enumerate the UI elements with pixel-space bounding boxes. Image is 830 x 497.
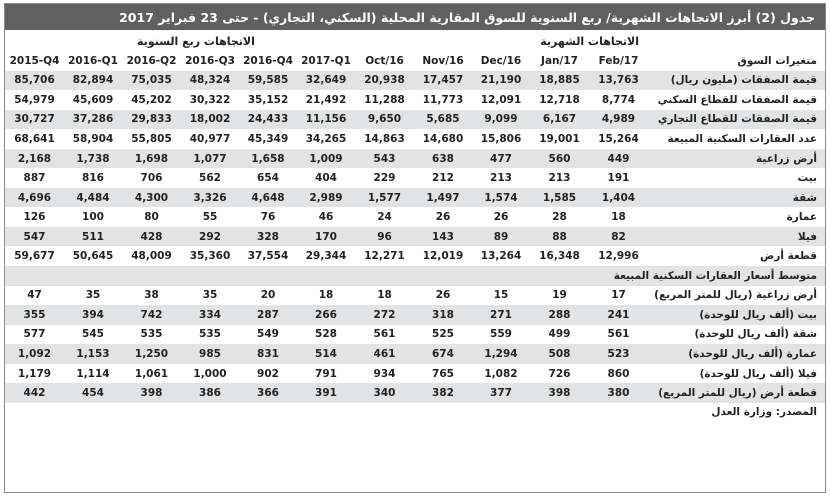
table-cell: 126	[23, 211, 46, 224]
table-cell: 47	[27, 289, 42, 302]
table-cell: 18,002	[181, 110, 239, 130]
table-cell: 394	[64, 305, 122, 325]
table-cell: 50,645	[72, 250, 114, 263]
table-cell: Nov/16	[422, 54, 464, 67]
table-cell: 902	[257, 367, 279, 380]
row-label: عمارة (ألف ريال للوحدة)	[648, 344, 825, 364]
table-cell: 26	[493, 211, 509, 224]
table-cell: 34,265	[305, 132, 347, 145]
table-cell: 545	[82, 328, 104, 341]
table-cell: 45,349	[247, 132, 289, 145]
table-cell: 54,979	[14, 93, 55, 106]
table-cell: 398	[122, 383, 181, 403]
table-cell: 514	[297, 344, 355, 364]
table-cell: 428	[122, 227, 181, 247]
table-cell: 26	[435, 289, 451, 302]
table-cell: 266	[297, 305, 355, 325]
table-cell: 17	[611, 289, 626, 302]
source-note: المصدر: وزارة العدل	[711, 405, 817, 418]
table-cell: 985	[181, 344, 239, 364]
table-cell: 562	[199, 172, 221, 185]
table-cell: 21,492	[305, 93, 347, 106]
row-label: قطعة أرض	[760, 250, 817, 263]
table-cell: 15,264	[598, 132, 639, 145]
table-cell: 292	[181, 227, 239, 247]
table-cell: 1,294	[472, 344, 530, 364]
table-cell: 791	[315, 367, 337, 380]
table-cell: 4,696	[5, 188, 64, 208]
row-label: قيمة الصفقات للقطاع السكني	[657, 93, 817, 106]
table-cell: 560	[530, 149, 589, 169]
table-cell: 1,250	[122, 344, 181, 364]
table-cell: 328	[239, 227, 297, 247]
table-cell: 271	[472, 305, 530, 325]
table-cell: 1,092	[5, 344, 64, 364]
table-cell: 1,000	[193, 367, 227, 380]
table-row	[5, 110, 825, 130]
table-cell: 3,326	[181, 188, 239, 208]
table-cell: 442	[5, 383, 64, 403]
row-label: فيلا (ألف ريال للوحدة)	[699, 367, 817, 380]
table-cell: 45,609	[72, 93, 114, 106]
table-cell: Feb/17	[598, 54, 639, 67]
table-cell: 37,554	[247, 250, 289, 263]
table-cell: 82,894	[64, 71, 122, 91]
table-cell: 5,685	[414, 110, 472, 130]
table-cell: 561	[373, 328, 396, 341]
table-cell: 30,727	[5, 110, 64, 130]
table-cell: 742	[122, 305, 181, 325]
table-cell: 8,774	[601, 93, 636, 106]
table-cell: 391	[297, 383, 355, 403]
table-cell: 398	[530, 383, 589, 403]
section-title: متوسط أسعار العقارات السكنية المبيعة	[5, 266, 825, 286]
table-cell: 577	[23, 328, 46, 341]
row-label: متغيرات السوق	[737, 54, 817, 67]
table-cell: 20,938	[355, 71, 414, 91]
table-cell: 654	[257, 172, 279, 185]
table-cell: 18	[611, 211, 626, 224]
table-cell: 9,099	[472, 110, 530, 130]
table-cell: 287	[239, 305, 297, 325]
row-label: شقة (ألف ريال للوحدة)	[694, 328, 817, 341]
table-cell: 143	[414, 227, 472, 247]
table-cell: 674	[414, 344, 472, 364]
table-cell: 46	[318, 211, 334, 224]
table-cell: 13,763	[589, 71, 648, 91]
table-cell: 477	[472, 149, 530, 169]
table-cell: 543	[355, 149, 414, 169]
table-cell: 68,641	[14, 132, 55, 145]
table-cell: 213	[548, 172, 571, 185]
table-cell: 229	[373, 172, 396, 185]
table-cell: 11,156	[297, 110, 355, 130]
table-cell: 82	[589, 227, 648, 247]
table-cell: 35,360	[189, 250, 231, 263]
table-cell: 1,577	[355, 188, 414, 208]
table-cell: 535	[199, 328, 221, 341]
row-label: أرض زراعية (ريال للمتر المربع)	[654, 289, 817, 302]
market-table	[5, 51, 825, 403]
table-row	[5, 246, 825, 266]
table-cell: Oct/16	[365, 54, 404, 67]
table-cell: 30,322	[189, 93, 231, 106]
table-cell: 45,202	[131, 93, 172, 106]
table-cell: 170	[297, 227, 355, 247]
table-cell: 934	[373, 367, 396, 380]
table-cell: 461	[355, 344, 414, 364]
table-row	[5, 188, 825, 208]
table-cell: 59,585	[239, 71, 297, 91]
table-cell: 191	[607, 172, 630, 185]
price-row	[5, 364, 825, 384]
table-cell: 454	[64, 383, 122, 403]
table-row	[5, 129, 825, 149]
group-headers	[5, 35, 825, 51]
table-cell: 334	[181, 305, 239, 325]
table-cell: 4,648	[239, 188, 297, 208]
price-row	[5, 325, 825, 345]
table-cell: 366	[239, 383, 297, 403]
price-row	[5, 383, 825, 403]
table-cell: 449	[589, 149, 648, 169]
table-cell: 19	[552, 289, 567, 302]
price-row	[5, 286, 825, 306]
table-cell: 59,677	[14, 250, 55, 263]
table-cell: 24	[377, 211, 392, 224]
table-cell: 100	[82, 211, 104, 224]
table-cell: 288	[530, 305, 589, 325]
table-cell: 1,077	[181, 149, 239, 169]
table-cell: 85,706	[5, 71, 64, 91]
table-cell: 2,168	[5, 149, 64, 169]
table-cell: 24,433	[239, 110, 297, 130]
table-cell: 6,167	[530, 110, 589, 130]
table-cell: 2016-Q4	[243, 54, 293, 67]
table-cell: 816	[82, 172, 104, 185]
table-row	[5, 90, 825, 110]
table-cell: 318	[414, 305, 472, 325]
table-cell: 11,288	[364, 93, 405, 106]
table-cell: 1,658	[239, 149, 297, 169]
table-cell: 523	[589, 344, 648, 364]
table-cell: 241	[589, 305, 648, 325]
table-cell: 549	[257, 328, 279, 341]
table-cell: 1,082	[484, 367, 518, 380]
table-cell: 96	[355, 227, 414, 247]
table-cell: 48,009	[131, 250, 172, 263]
table-row	[5, 168, 825, 188]
table-cell: Dec/16	[480, 54, 522, 67]
table-cell: 19,001	[539, 132, 580, 145]
table-cell: 2016-Q2	[126, 54, 177, 67]
section-header-row	[5, 266, 825, 286]
table-cell: 14,680	[422, 132, 464, 145]
table-cell: 386	[181, 383, 239, 403]
price-row	[5, 344, 825, 364]
table-cell: 561	[607, 328, 630, 341]
table-cell: 38	[144, 289, 159, 302]
table-cell: 4,989	[589, 110, 648, 130]
table-cell: 37,286	[64, 110, 122, 130]
table-cell: 2016-Q1	[68, 54, 118, 67]
table-cell: 26	[435, 211, 451, 224]
table-cell: 508	[530, 344, 589, 364]
table-cell: 1,153	[64, 344, 122, 364]
row-label: عمارة	[786, 211, 817, 224]
table-cell: Jan/17	[541, 54, 578, 67]
table-cell: 4,484	[64, 188, 122, 208]
table-cell: 1,585	[530, 188, 589, 208]
table-cell: 40,977	[189, 132, 231, 145]
row-label: قيمة الصفقات (مليون ريال)	[648, 71, 825, 91]
table-cell: 559	[490, 328, 512, 341]
table-cell: 2016-Q3	[185, 54, 235, 67]
table-cell: 528	[315, 328, 337, 341]
row-label: عدد العقارات السكنية المبيعة	[667, 132, 817, 145]
table-cell: 340	[355, 383, 414, 403]
table-cell: 511	[64, 227, 122, 247]
row-label: قطعة أرض (ريال للمتر المربع)	[648, 383, 825, 403]
table-cell: 18	[318, 289, 334, 302]
table-cell: 32,649	[297, 71, 355, 91]
table-cell: 377	[472, 383, 530, 403]
table-cell: 1,497	[414, 188, 472, 208]
row-label: قيمة الصفقات للقطاع التجاري	[648, 110, 825, 130]
table-cell: 1,061	[134, 367, 169, 380]
table-cell: 35	[202, 289, 218, 302]
data-table-frame	[4, 3, 826, 493]
group-quarterly-label: الاتجاهات ربع السنوية	[137, 35, 255, 48]
table-cell: 48,324	[181, 71, 239, 91]
table-cell: 355	[5, 305, 64, 325]
table-cell: 1,698	[122, 149, 181, 169]
table-cell: 547	[5, 227, 64, 247]
table-cell: 76	[260, 211, 276, 224]
table-cell: 9,650	[355, 110, 414, 130]
table-cell: 12,091	[480, 93, 522, 106]
table-cell: 55,805	[131, 132, 172, 145]
price-row	[5, 305, 825, 325]
table-header-row	[5, 51, 825, 71]
table-cell: 15	[493, 289, 509, 302]
row-label: بيت	[797, 172, 817, 185]
row-label: بيت (ألف ريال للوحدة)	[648, 305, 825, 325]
table-cell: 13,264	[480, 250, 522, 263]
row-label: شقة	[648, 188, 825, 208]
table-cell: 1,179	[17, 367, 52, 380]
table-cell: 831	[239, 344, 297, 364]
table-cell: 89	[472, 227, 530, 247]
table-cell: 18,885	[530, 71, 589, 91]
table-cell: 1,574	[472, 188, 530, 208]
table-cell: 20	[260, 289, 276, 302]
table-title: جدول (2) أبرز الاتجاهات الشهرية/ ربع السنوية للسوق المقارية المحلية (السكني، التجاري) - حتى 23 فبراير 2017	[5, 4, 825, 30]
table-cell: 212	[432, 172, 454, 185]
table-cell: 80	[144, 211, 159, 224]
table-cell: 499	[548, 328, 571, 341]
table-cell: 12,996	[598, 250, 639, 263]
table-cell: 706	[140, 172, 163, 185]
table-cell: 35,152	[247, 93, 289, 106]
table-cell: 28	[552, 211, 567, 224]
table-cell: 11,773	[422, 93, 464, 106]
table-cell: 1,404	[589, 188, 648, 208]
table-cell: 12,271	[364, 250, 405, 263]
group-monthly-label: الاتجاهات الشهرية	[540, 35, 639, 48]
table-cell: 18	[377, 289, 392, 302]
table-cell: 272	[355, 305, 414, 325]
table-cell: 1,009	[297, 149, 355, 169]
table-cell: 382	[414, 383, 472, 403]
table-cell: 75,035	[122, 71, 181, 91]
table-cell: 12,718	[539, 93, 580, 106]
table-cell: 525	[432, 328, 454, 341]
table-cell: 726	[548, 367, 571, 380]
table-cell: 15,806	[480, 132, 522, 145]
table-cell: 16,348	[539, 250, 580, 263]
table-cell: 1,114	[76, 367, 110, 380]
table-cell: 638	[414, 149, 472, 169]
table-cell: 2017-Q1	[301, 54, 351, 67]
table-row	[5, 227, 825, 247]
table-cell: 21,190	[472, 71, 530, 91]
table-cell: 29,344	[305, 250, 347, 263]
table-cell: 12,019	[422, 250, 464, 263]
table-cell: 213	[490, 172, 512, 185]
table-cell: 535	[140, 328, 163, 341]
table-cell: 14,863	[364, 132, 405, 145]
table-cell: 35	[85, 289, 101, 302]
table-cell: 765	[432, 367, 454, 380]
table-cell: 4,300	[122, 188, 181, 208]
table-cell: 58,904	[72, 132, 114, 145]
table-cell: 55	[202, 211, 218, 224]
row-label: فيلا	[648, 227, 825, 247]
table-cell: 2,989	[297, 188, 355, 208]
table-cell: 1,738	[64, 149, 122, 169]
table-cell: 2015-Q4	[9, 54, 60, 67]
table-cell: 17,457	[414, 71, 472, 91]
row-label: أرض زراعية	[648, 149, 825, 169]
table-cell: 29,833	[122, 110, 181, 130]
table-cell: 404	[315, 172, 337, 185]
table-row	[5, 207, 825, 227]
table-cell: 88	[530, 227, 589, 247]
table-cell: 887	[23, 172, 46, 185]
table-row	[5, 71, 825, 91]
table-cell: 860	[607, 367, 630, 380]
table-cell: 380	[589, 383, 648, 403]
table-row	[5, 149, 825, 169]
